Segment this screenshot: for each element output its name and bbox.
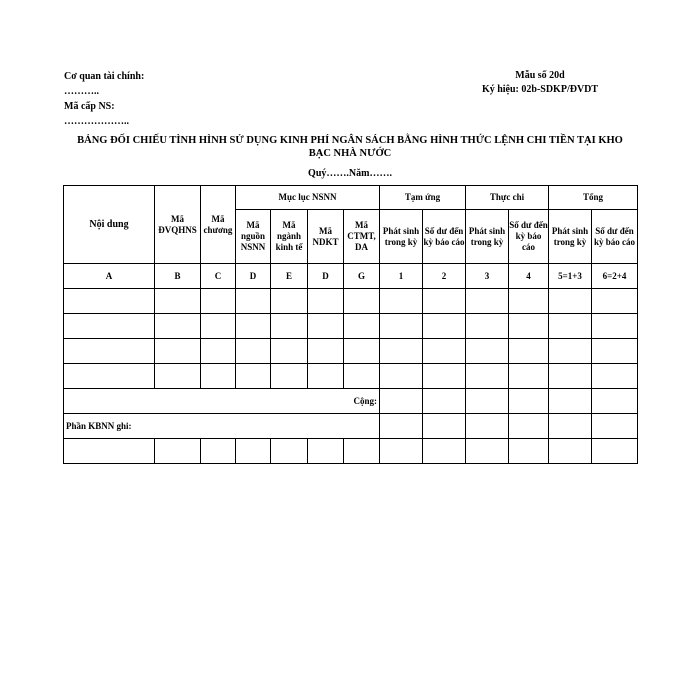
empty-cell[interactable] [64, 439, 155, 464]
empty-cell[interactable] [236, 314, 271, 339]
empty-cell[interactable] [64, 364, 155, 389]
empty-cell[interactable] [344, 339, 380, 364]
empty-cell[interactable] [423, 439, 466, 464]
empty-cell[interactable] [423, 389, 466, 414]
empty-cell[interactable] [549, 389, 592, 414]
empty-cell[interactable] [155, 439, 201, 464]
kbnn-row [64, 414, 638, 439]
empty-cell[interactable] [549, 414, 592, 439]
empty-cell[interactable] [466, 414, 509, 439]
empty-cell[interactable] [271, 314, 308, 339]
empty-cell[interactable] [155, 364, 201, 389]
empty-cell[interactable] [549, 339, 592, 364]
empty-cell[interactable] [201, 439, 236, 464]
empty-cell[interactable] [380, 414, 423, 439]
empty-cell[interactable] [466, 289, 509, 314]
empty-cell[interactable] [201, 314, 236, 339]
form-code: Ký hiệu: 02b-SDKP/ĐVDT [481, 84, 599, 95]
empty-cell[interactable] [423, 339, 466, 364]
empty-cell[interactable] [549, 314, 592, 339]
code-cell: G [344, 264, 380, 289]
empty-cell[interactable] [236, 339, 271, 364]
code-cell: 1 [380, 264, 423, 289]
document-title [64, 134, 636, 160]
table-row [64, 364, 638, 389]
budget-code-label: Mã cấp NS: [64, 101, 115, 112]
total-label: Cộng: [64, 389, 380, 414]
table-row [64, 439, 638, 464]
code-cell: 4 [509, 264, 549, 289]
title-line-2: BẠC NHÀ NƯỚC [308, 148, 392, 159]
empty-cell[interactable] [236, 364, 271, 389]
empty-cell[interactable] [201, 339, 236, 364]
empty-cell[interactable] [592, 389, 638, 414]
empty-cell[interactable] [201, 289, 236, 314]
empty-cell[interactable] [155, 314, 201, 339]
empty-cell[interactable] [592, 414, 638, 439]
empty-cell[interactable] [549, 439, 592, 464]
col-ma-nganh: Mã ngành kinh tế [271, 210, 308, 264]
empty-cell[interactable] [466, 339, 509, 364]
col-content: Nội dung [64, 186, 155, 264]
col-tg-phat-sinh: Phát sinh trong kỳ [549, 210, 592, 264]
empty-cell[interactable] [592, 314, 638, 339]
col-chuong: Mã chương [201, 186, 236, 264]
empty-cell[interactable] [308, 439, 344, 464]
table-row [64, 289, 638, 314]
empty-cell[interactable] [423, 414, 466, 439]
empty-cell[interactable] [308, 339, 344, 364]
empty-cell[interactable] [466, 389, 509, 414]
empty-cell[interactable] [380, 389, 423, 414]
empty-cell[interactable] [155, 339, 201, 364]
empty-cell[interactable] [592, 439, 638, 464]
col-tc-so-du: Số dư đến kỳ báo cáo [509, 210, 549, 264]
empty-cell[interactable] [423, 314, 466, 339]
empty-cell[interactable] [592, 364, 638, 389]
empty-cell[interactable] [344, 364, 380, 389]
empty-cell[interactable] [380, 439, 423, 464]
empty-cell[interactable] [592, 339, 638, 364]
empty-cell[interactable] [549, 289, 592, 314]
empty-cell[interactable] [236, 289, 271, 314]
col-group-thuc-chi: Thực chi [466, 186, 549, 210]
empty-cell[interactable] [423, 289, 466, 314]
empty-cell[interactable] [271, 364, 308, 389]
empty-cell[interactable] [201, 364, 236, 389]
empty-cell[interactable] [344, 289, 380, 314]
code-cell: A [64, 264, 155, 289]
col-tu-phat-sinh: Phát sinh trong kỳ [380, 210, 423, 264]
col-tg-so-du: Số dư đến kỳ báo cáo [592, 210, 638, 264]
kbnn-label: Phần KBNN ghi: [64, 414, 380, 439]
header-row-1 [64, 186, 638, 210]
report-period: Quý…….Năm……. [308, 168, 392, 179]
col-group-tam-ung: Tạm ứng [380, 186, 466, 210]
empty-cell[interactable] [380, 364, 423, 389]
empty-cell[interactable] [592, 289, 638, 314]
col-ma-nguon: Mã nguồn NSNN [236, 210, 271, 264]
column-code-row [64, 264, 638, 289]
empty-cell[interactable] [509, 439, 549, 464]
empty-cell[interactable] [509, 414, 549, 439]
code-cell: B [155, 264, 201, 289]
col-ma-ctmt: Mã CTMT, DA [344, 210, 380, 264]
budget-code-dots: ……………….. [64, 116, 129, 127]
code-cell: D [308, 264, 344, 289]
empty-cell[interactable] [466, 314, 509, 339]
empty-cell[interactable] [509, 314, 549, 339]
col-group-muc-luc: Mục lục NSNN [236, 186, 380, 210]
empty-cell[interactable] [64, 289, 155, 314]
code-cell: 2 [423, 264, 466, 289]
agency-dots: ……….. [64, 86, 99, 97]
code-cell: D [236, 264, 271, 289]
table-row [64, 314, 638, 339]
empty-cell[interactable] [549, 364, 592, 389]
title-line-1: BẢNG ĐỐI CHIẾU TÌNH HÌNH SỬ DỤNG KINH PHÍ NGÂN SÁCH BẰNG HÌNH THỨC LỆNH CHI TIỀN TẠI KHO [77, 135, 623, 146]
reconciliation-table [63, 185, 638, 464]
col-tu-so-du: Số dư đến kỳ báo cáo [423, 210, 466, 264]
empty-cell[interactable] [308, 314, 344, 339]
code-cell: 6=2+4 [592, 264, 638, 289]
empty-cell[interactable] [380, 339, 423, 364]
col-dvqhns: Mã ĐVQHNS [155, 186, 201, 264]
empty-cell[interactable] [271, 339, 308, 364]
empty-cell[interactable] [308, 364, 344, 389]
empty-cell[interactable] [466, 439, 509, 464]
empty-cell[interactable] [466, 364, 509, 389]
code-cell: 3 [466, 264, 509, 289]
empty-cell[interactable] [509, 289, 549, 314]
empty-cell[interactable] [271, 439, 308, 464]
empty-cell[interactable] [308, 289, 344, 314]
empty-cell[interactable] [509, 364, 549, 389]
col-ma-ndkt: Mã NDKT [308, 210, 344, 264]
empty-cell[interactable] [64, 339, 155, 364]
empty-cell[interactable] [380, 289, 423, 314]
empty-cell[interactable] [155, 289, 201, 314]
code-cell: E [271, 264, 308, 289]
empty-cell[interactable] [380, 314, 423, 339]
empty-cell[interactable] [509, 389, 549, 414]
empty-cell[interactable] [271, 289, 308, 314]
code-cell: C [201, 264, 236, 289]
total-row [64, 389, 638, 414]
code-cell: 5=1+3 [549, 264, 592, 289]
empty-cell[interactable] [423, 364, 466, 389]
table-row [64, 339, 638, 364]
col-group-tong: Tổng [549, 186, 638, 210]
col-tc-phat-sinh: Phát sinh trong kỳ [466, 210, 509, 264]
empty-cell[interactable] [509, 339, 549, 364]
agency-label: Cơ quan tài chính: [64, 71, 145, 82]
header-right [470, 69, 610, 97]
header-left [64, 69, 144, 129]
empty-cell[interactable] [344, 314, 380, 339]
empty-cell[interactable] [236, 439, 271, 464]
empty-cell[interactable] [64, 314, 155, 339]
empty-cell[interactable] [344, 439, 380, 464]
form-number: Mẫu số 20d [515, 70, 565, 81]
